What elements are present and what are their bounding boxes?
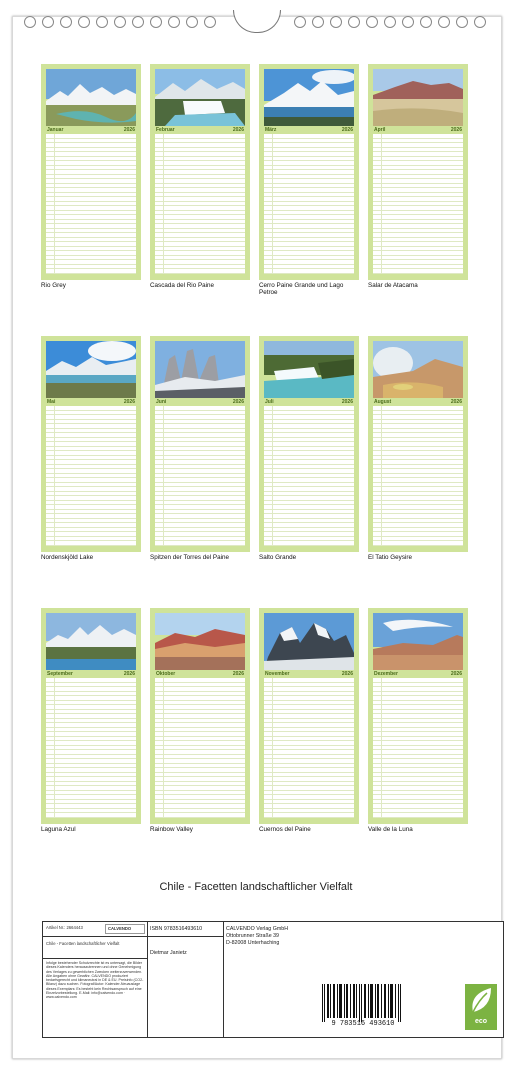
day-row (46, 813, 136, 818)
legal-disclaimer: Infolge bestehender Schutzrechte ist es untersagt, die Bilder dieses Kalenders herauszutrennen und ohne Genehmigung des Verlages zu gewerblichen Zwecken weiterzuverwenden. Alle Angaben ohne Gewähr. CALVENDO produziert bedarfsgerecht und klimaneutral in DE & EU. Preisinfo (CO2-Bilanz) dazu suchen. Fotograf/Autor: Kalender-Neuauslage dieses Exemplars: Es besteht kein Rechtsanspruch auf eine Einzelvorbestellung. E-Mail: info@calvendo.com · www.calvendo.com (46, 961, 144, 1000)
day-row (155, 813, 245, 818)
day-row (264, 813, 354, 818)
day-row (155, 269, 245, 274)
binding-hole (186, 16, 198, 28)
barcode (318, 984, 408, 1030)
month-year: 2026 (123, 671, 135, 677)
month-name: Februar (156, 127, 175, 133)
author-name: Dietmar Janietz (150, 950, 187, 956)
binding-hole (456, 16, 468, 28)
day-row (264, 541, 354, 546)
month-name: Mai (47, 399, 56, 405)
month-name: April (374, 127, 386, 133)
eco-badge (465, 984, 497, 1030)
month-photo (373, 341, 463, 398)
binding-hole (168, 16, 180, 28)
binding-hole (402, 16, 414, 28)
binding-hole (366, 16, 378, 28)
info-column-left (43, 922, 148, 1037)
day-grid (373, 406, 463, 546)
photo-caption: Spitzen der Torres del Paine (150, 554, 229, 561)
photo-caption: Valle de la Luna (368, 826, 413, 833)
calvendo-logo-small: CALVENDO (105, 924, 145, 934)
month-panel-oktober (150, 608, 250, 824)
day-row (373, 541, 463, 546)
day-grid (264, 134, 354, 274)
photo-caption: Salar de Atacama (368, 282, 418, 289)
day-grid (155, 678, 245, 818)
month-year: 2026 (232, 671, 244, 677)
calendar-title: Chile - Facetten landschaftlicher Vielfalt (159, 881, 353, 893)
leaf-icon (465, 984, 497, 1018)
month-header (46, 398, 136, 406)
info-column-publisher (223, 922, 503, 1037)
binding-hole (312, 16, 324, 28)
barcode-number: 9 783516 493610 (331, 1020, 395, 1028)
month-name: November (265, 671, 290, 677)
month-panel-april (368, 64, 468, 280)
month-panel-dezember (368, 608, 468, 824)
binding-hole (474, 16, 486, 28)
month-name: Oktober (156, 671, 176, 677)
article-number: Artikel Nr.: 2664443 (46, 925, 83, 930)
month-photo (46, 613, 136, 670)
month-year: 2026 (450, 399, 462, 405)
month-name: März (265, 127, 277, 133)
month-photo (373, 69, 463, 126)
month-year: 2026 (123, 127, 135, 133)
day-grid (373, 134, 463, 274)
month-header (46, 670, 136, 678)
day-row (155, 541, 245, 546)
barcode-bars (318, 984, 408, 1022)
photo-caption: Cascada del Rio Paine (150, 282, 215, 289)
month-year: 2026 (450, 671, 462, 677)
month-year: 2026 (341, 671, 353, 677)
month-year: 2026 (341, 399, 353, 405)
publisher-name: CALVENDO Verlag GmbH (226, 926, 289, 932)
day-row (46, 541, 136, 546)
photo-caption: Salto Grande (259, 554, 297, 561)
day-grid (155, 134, 245, 274)
binding-hole (96, 16, 108, 28)
day-row (46, 269, 136, 274)
month-name: Juni (156, 399, 167, 405)
month-year: 2026 (123, 399, 135, 405)
binding-hole (42, 16, 54, 28)
month-year: 2026 (450, 127, 462, 133)
month-photo (155, 341, 245, 398)
month-photo (46, 341, 136, 398)
month-header (373, 670, 463, 678)
day-row (264, 269, 354, 274)
month-header (155, 398, 245, 406)
photo-caption: Nordenskjöld Lake (41, 554, 94, 561)
day-grid (373, 678, 463, 818)
binding-hole (348, 16, 360, 28)
month-photo (46, 69, 136, 126)
month-year: 2026 (341, 127, 353, 133)
binding-hole (204, 16, 216, 28)
month-header (155, 670, 245, 678)
publisher-street: Ottobrunner Straße 39 (226, 933, 279, 939)
month-panel-november (259, 608, 359, 824)
day-grid (264, 678, 354, 818)
photo-caption: Laguna Azul (41, 826, 76, 833)
month-name: August (374, 399, 392, 405)
photo-caption: Cuernos del Paine (259, 826, 311, 833)
month-header (264, 126, 354, 134)
month-panel-januar (41, 64, 141, 280)
binding-hole (294, 16, 306, 28)
month-name: Juli (265, 399, 274, 405)
eco-label: eco (474, 1018, 488, 1025)
month-header (373, 398, 463, 406)
day-grid (46, 134, 136, 274)
month-panel-juli (259, 336, 359, 552)
photo-caption: Cerro Paine Grande und Lago Petroe (259, 282, 344, 296)
day-row (373, 813, 463, 818)
month-name: Januar (47, 127, 64, 133)
info-column-isbn (147, 922, 224, 1037)
isbn-label: ISBN 9783516493610 (150, 926, 203, 932)
binding-hole (60, 16, 72, 28)
month-header (373, 126, 463, 134)
month-photo (373, 613, 463, 670)
month-panel-august (368, 336, 468, 552)
day-grid (46, 406, 136, 546)
month-header (264, 398, 354, 406)
binding-hole (330, 16, 342, 28)
photo-caption: El Tatio Geysire (368, 554, 412, 561)
month-photo (264, 613, 354, 670)
product-line: Chile - Facetten landschaftlicher Vielfalt (46, 941, 120, 946)
publisher-city: D-82008 Unterhaching (226, 940, 280, 946)
month-panel-juni (150, 336, 250, 552)
month-panel-maerz (259, 64, 359, 280)
day-row (373, 269, 463, 274)
binding-hole (132, 16, 144, 28)
month-year: 2026 (232, 127, 244, 133)
month-photo (264, 69, 354, 126)
binding-hole (78, 16, 90, 28)
month-header (155, 126, 245, 134)
month-photo (264, 341, 354, 398)
binding-hole (384, 16, 396, 28)
photo-caption: Rio Grey (41, 282, 66, 289)
month-header (264, 670, 354, 678)
binding-hole (150, 16, 162, 28)
binding-hole (438, 16, 450, 28)
month-photo (155, 69, 245, 126)
photo-caption: Rainbow Valley (150, 826, 193, 833)
binding-hole (114, 16, 126, 28)
day-grid (264, 406, 354, 546)
day-grid (46, 678, 136, 818)
binding-hole (420, 16, 432, 28)
month-header (46, 126, 136, 134)
month-photo (155, 613, 245, 670)
day-grid (155, 406, 245, 546)
month-panel-februar (150, 64, 250, 280)
month-year: 2026 (232, 399, 244, 405)
product-info-box (42, 921, 504, 1038)
binding-hole (24, 16, 36, 28)
month-name: September (47, 671, 73, 677)
month-panel-mai (41, 336, 141, 552)
month-panel-september (41, 608, 141, 824)
month-name: Dezember (374, 671, 398, 677)
